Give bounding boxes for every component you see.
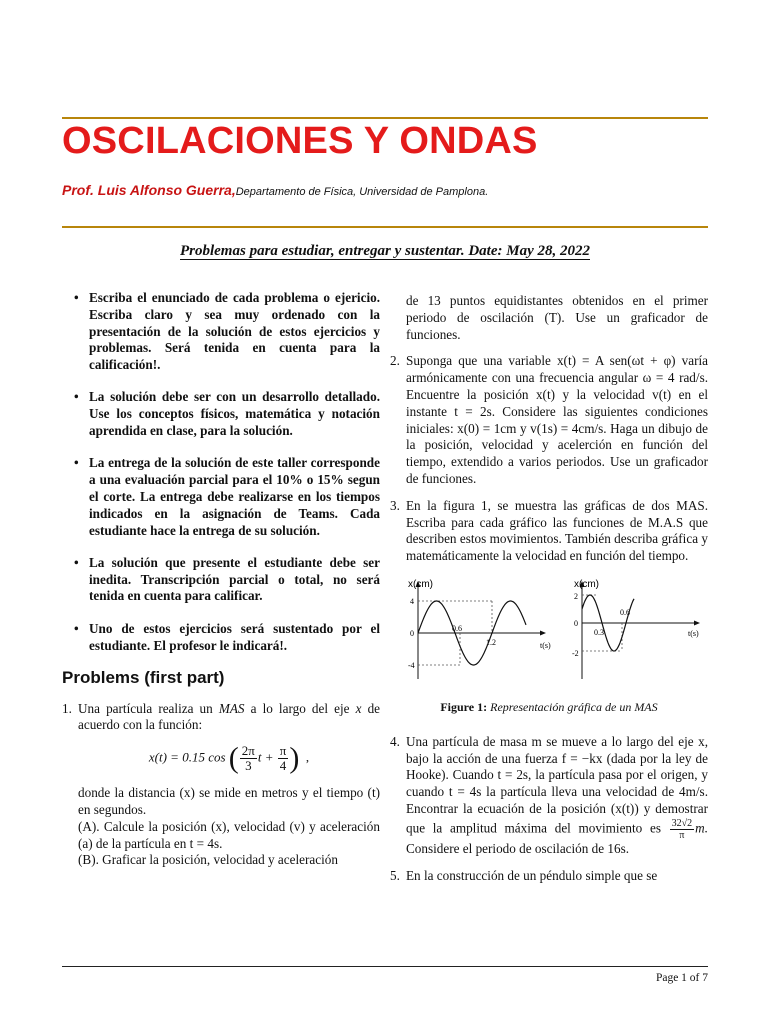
instruction-item: • Uno de estos ejercicios será sustentado por el estudiante. El profesor le indicará!. [74, 620, 380, 653]
svg-text:0: 0 [574, 618, 578, 628]
author-line [62, 182, 488, 198]
problem-4: 4. Una partícula de masa m se mueve a lo largo del eje x, bajo la acción de una fuerza f = −kx (dada por la ley de Hooke). Cuando t = 2s, la partícula pasa por el origen, y cuando t = 4s la partícula lleva una velocidad de 4m/s. Encontrar la ecuación de la posición (x(t)) y demostrar que la amplitud máxima del movimiento es $\frac{32√2}{\pi}$ m. Considere el periodo de oscilación de 16s. [390, 733, 708, 856]
problem-2: 2. Suponga que una variable x(t) = A sen(ωt + φ) varía armónicamente con una frecuencia angular ω = 4 rad/s. Encuentre la posición x(t) y la velocidad v(t) en el instante t = 2s. Considere las siguientes condiciones iniciales: x(0) = 1cm y v(1s) = 4cm/s. Haga un dibujo de la posición, velocidad y acelerción en función del tiempo, extendido a varios periodos. Use un graficador de funciones. [390, 353, 708, 486]
right-column [390, 293, 708, 894]
svg-text:0.3: 0.3 [594, 627, 604, 637]
document-title: OSCILACIONES Y ONDAS [62, 120, 538, 162]
figure-caption: Figure 1: Representación gráfica de un MAS [440, 699, 658, 714]
svg-text:t(s): t(s) [540, 640, 551, 650]
author-name: Prof. Luis Alfonso Guerra, [62, 182, 236, 198]
footer-rule [62, 966, 708, 967]
problem-3: 3. En la figura 1, se muestra las gráficas de dos MAS. Escriba para cada gráfico las funciones de M.A.S que describen estos movimientos. También describa gráfica y matemáticamente la velocidad en función del tiempo. [390, 497, 708, 564]
top-rule [62, 117, 708, 119]
problem-5: 5. En la construcción de un péndulo simple que se [390, 867, 658, 883]
svg-text:4: 4 [410, 596, 414, 606]
problems-heading: Problems (first part) [62, 667, 225, 687]
mas-graphs [390, 575, 708, 687]
graph-2 [572, 579, 700, 679]
position-formula: x(t) = 0.15 cos ( $\frac{2\pi}{3}$ t + $\frac{\pi}{4}$ ) , [148, 741, 310, 775]
svg-text:-4: -4 [408, 660, 415, 670]
svg-text:2: 2 [574, 591, 578, 601]
svg-text:t(s): t(s) [688, 628, 699, 638]
svg-text:x(cm): x(cm) [408, 578, 433, 590]
department: Departamento de Física, Universidad de Pamplona. [235, 186, 489, 198]
svg-text:x(cm): x(cm) [574, 578, 599, 590]
graph-1 [408, 579, 551, 679]
svg-text:0: 0 [410, 628, 414, 638]
instruction-item: • Escriba el enunciado de cada problema o ejericio. Escriba claro y sea muy ordenado con la presentación de la solución de estos ejercicios y problemas. Será tenida en cuenta para la calificación!. [74, 290, 380, 373]
left-column [62, 290, 380, 879]
instructions-list [62, 290, 380, 654]
subtitle: Problemas para estudiar, entregar y sustentar. Date: May 28, 2022 [179, 243, 591, 259]
instruction-item: • La solución debe ser con un desarrollo detallado. Use los conceptos físicos, matemática y notación aprendida en clase, para la solución. [74, 389, 380, 439]
instruction-item: • La solución que presente el estudiante debe ser inedita. Transcripción parcial o total, no será tenida en cuenta para calificar. [74, 554, 380, 604]
figure-1 [390, 575, 708, 687]
svg-text:1.2: 1.2 [486, 637, 496, 647]
instruction-item: • La entrega de la solución de este taller corresponde a una evaluación parcial para el 10% o 15% segun el corte. La entrega debe realizarse en los tiempos indicados en la asignación de Teams. Cada estudiante hace la entrega de su solución. [74, 455, 380, 538]
page-number: Page 1 of 7 [655, 972, 708, 984]
problem-1-continued: de 13 puntos equidistantes obtenidos en el primer periodo de oscilación (T). Use un graficador de funciones. [406, 293, 708, 342]
svg-text:-2: -2 [572, 648, 579, 658]
svg-text:0.6: 0.6 [620, 607, 630, 617]
problem-1: 1. Una partícula realiza un MAS a lo largo del eje x de acuerdo con la función: x(t) = 0.15 cos ( $\frac{2\pi}{3}$ t + $\frac{\pi}{4}$ ) , donde la distancia (x) se mide en metros y el tiempo (t) en segundos. (A). Calcule la posición (x), velocidad (v) y aceleración (a) de la partícula en t = 4s. (B). Graficar la posición, velocidad y aceleración [62, 700, 381, 868]
header-rule [62, 226, 708, 228]
svg-text:0.6: 0.6 [452, 623, 462, 633]
